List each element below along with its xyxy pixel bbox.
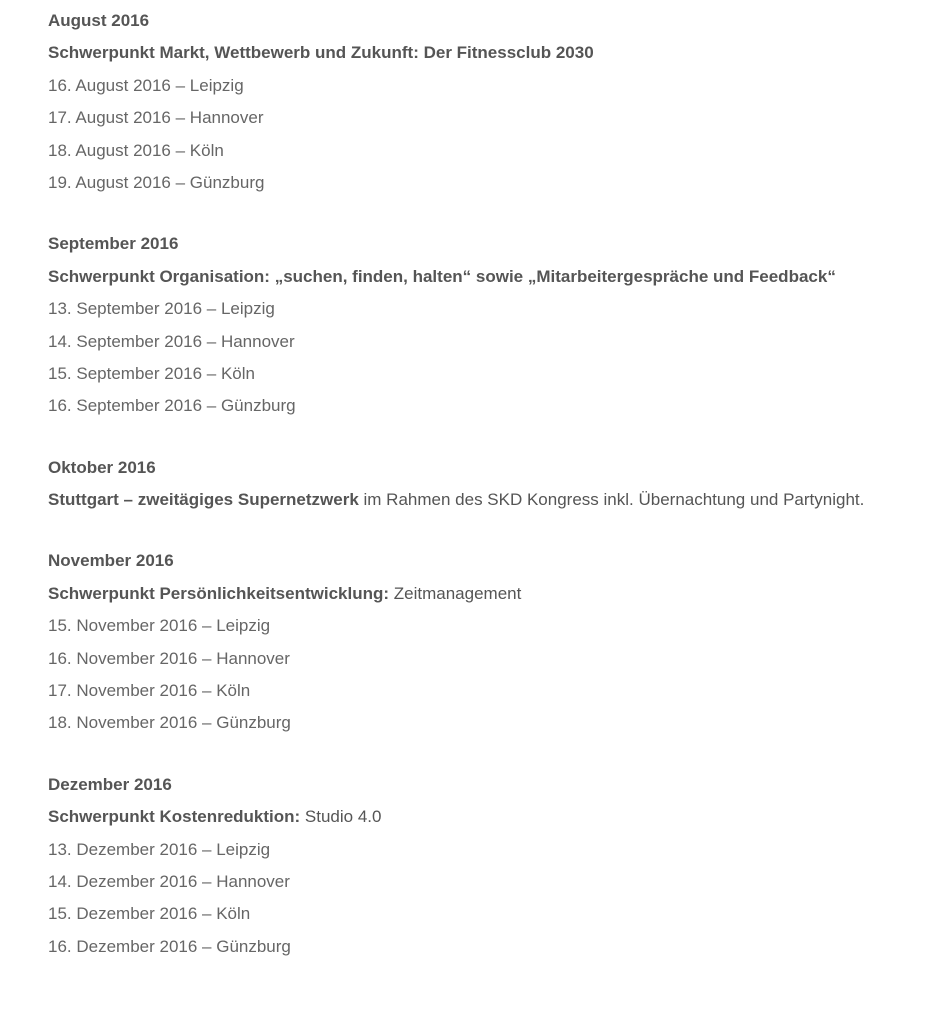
section-november: [48, 545, 928, 739]
topic-title: Schwerpunkt Kostenreduktion:: [48, 807, 301, 827]
event-date-item: 17. August 2016 – Hannover: [48, 108, 264, 128]
section-august: [48, 5, 928, 199]
topic-line: [48, 37, 928, 69]
event-date-item: 16. Dezember 2016 – Günzburg: [48, 936, 291, 956]
event-date-item: 16. August 2016 – Leipzig: [48, 75, 244, 95]
topic-description: Studio 4.0: [300, 807, 382, 827]
section-september: [48, 228, 928, 422]
topic-line: [48, 261, 928, 293]
event-date-item: 13. September 2016 – Leipzig: [48, 299, 275, 319]
topic-title: Schwerpunkt Markt, Wettbewerb und Zukunft: Der Fitnessclub 2030: [48, 43, 594, 63]
topic-title: Schwerpunkt Organisation: „suchen, finden, halten“ sowie „Mitarbeitergespräche und Feedback“: [48, 266, 836, 286]
event-date-item: 19. August 2016 – Günzburg: [48, 172, 265, 192]
topic-title: Schwerpunkt Persönlichkeitsentwicklung:: [48, 583, 390, 603]
month-heading: Dezember 2016: [48, 774, 172, 794]
event-date-item: 14. Dezember 2016 – Hannover: [48, 872, 290, 891]
section-dezember: [48, 769, 928, 963]
month-heading: August 2016: [48, 11, 150, 30]
event-date-item: 16. September 2016 – Günzburg: [48, 396, 296, 416]
topic-description: Zeitmanagement: [389, 583, 522, 603]
topic-paragraph: [48, 484, 898, 516]
month-heading: Oktober 2016: [48, 457, 156, 477]
event-date-item: 17. November 2016 – Köln: [48, 681, 251, 701]
event-date-item: 16. November 2016 – Hannover: [48, 648, 290, 668]
event-date-item: 18. August 2016 – Köln: [48, 140, 224, 160]
month-heading: November 2016: [48, 551, 174, 571]
topic-title: Stuttgart – zweitägiges Supernetzwerk: [48, 490, 359, 510]
event-date-item: 13. Dezember 2016 – Leipzig: [48, 839, 271, 859]
event-date-item: 14. September 2016 – Hannover: [48, 331, 295, 351]
event-date-item: 15. September 2016 – Köln: [48, 363, 255, 383]
section-oktober: [48, 452, 928, 517]
topic-description: im Rahmen des SKD Kongress inkl. Übernachtung und Partynight.: [358, 490, 865, 510]
event-date-item: 18. November 2016 – Günzburg: [48, 713, 291, 733]
topic-line: [48, 801, 928, 833]
topic-line: [48, 578, 928, 610]
event-date-item: 15. Dezember 2016 – Köln: [48, 904, 251, 924]
event-date-item: 15. November 2016 – Leipzig: [48, 616, 271, 636]
month-heading: September 2016: [48, 234, 179, 254]
